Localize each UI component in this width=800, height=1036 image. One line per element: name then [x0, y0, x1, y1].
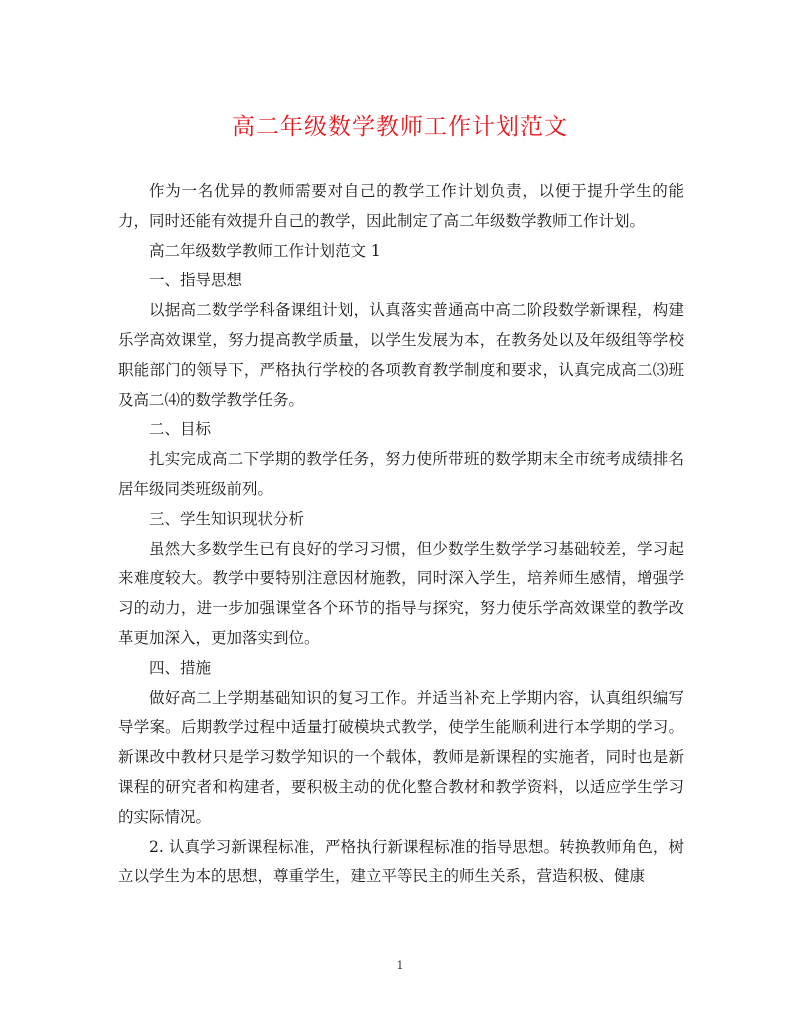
section-heading-goals: 二、目标 — [149, 420, 212, 439]
section-text-student-analysis: 虽然大多数学生已有良好的学习习惯，但少数学生数学学习基础较差，学习起来难度较大。教学中要特别注意因材施教，同时深入学生，培养师生感情，增强学习的动力，进一步加强课堂各个环节的指导与探究，努力使乐学高效课堂的教学改革更加深入，更加落实到位。 — [118, 539, 684, 647]
section-heading-student-analysis: 三、学生知识现状分析 — [149, 509, 305, 528]
document-body — [118, 177, 684, 892]
page-number: 1 — [396, 959, 404, 972]
section-text-goals: 扎实完成高二下学期的教学任务，努力使所带班的数学期末全市统考成绩排名居年级同类班级前列。 — [118, 450, 684, 498]
section-text-guiding-ideology: 以据高二数学学科备课组计划，认真落实普通高中高二阶段数学新课程，构建乐学高效课堂，努力提高教学质量，以学生发展为本，在教务处以及年级组等学校职能部门的领导下，严格执行学校的各项教育教学制度和要求，认真完成高二⑶班及高二⑷的数学教学任务。 — [118, 301, 684, 409]
plan-subtitle: 高二年级数学教师工作计划范文 1 — [149, 241, 381, 260]
document-title: 高二年级数学教师工作计划范文 — [232, 114, 568, 140]
section-heading-measures: 四、措施 — [149, 658, 212, 677]
section-text-measures: 做好高二上学期基础知识的复习工作。并适当补充上学期内容，认真组织编写导学案。后期教学过程中适量打破模块式教学，使学生能顺利进行本学期的学习。新课改中教材只是学习数学知识的一个载体，教师是新课程的实施者，同时也是新课程的研究者和构建者，要积极主动的优化整合教材和教学资料，以适应学生学习的实际情况。 — [118, 688, 684, 826]
intro-paragraph: 作为一名优异的教师需要对自己的教学工作计划负责，以便于提升学生的能力，同时还能有效提升自己的教学，因此制定了高二年级数学教师工作计划。 — [118, 182, 684, 230]
measure-item-2: 2. 认真学习新课程标准，严格执行新课程标准的指导思想。转换教师角色，树立以学生为本的思想，尊重学生，建立平等民主的师生关系，营造积极、健康 — [118, 837, 684, 886]
section-heading-guiding-ideology: 一、指导思想 — [149, 271, 243, 290]
